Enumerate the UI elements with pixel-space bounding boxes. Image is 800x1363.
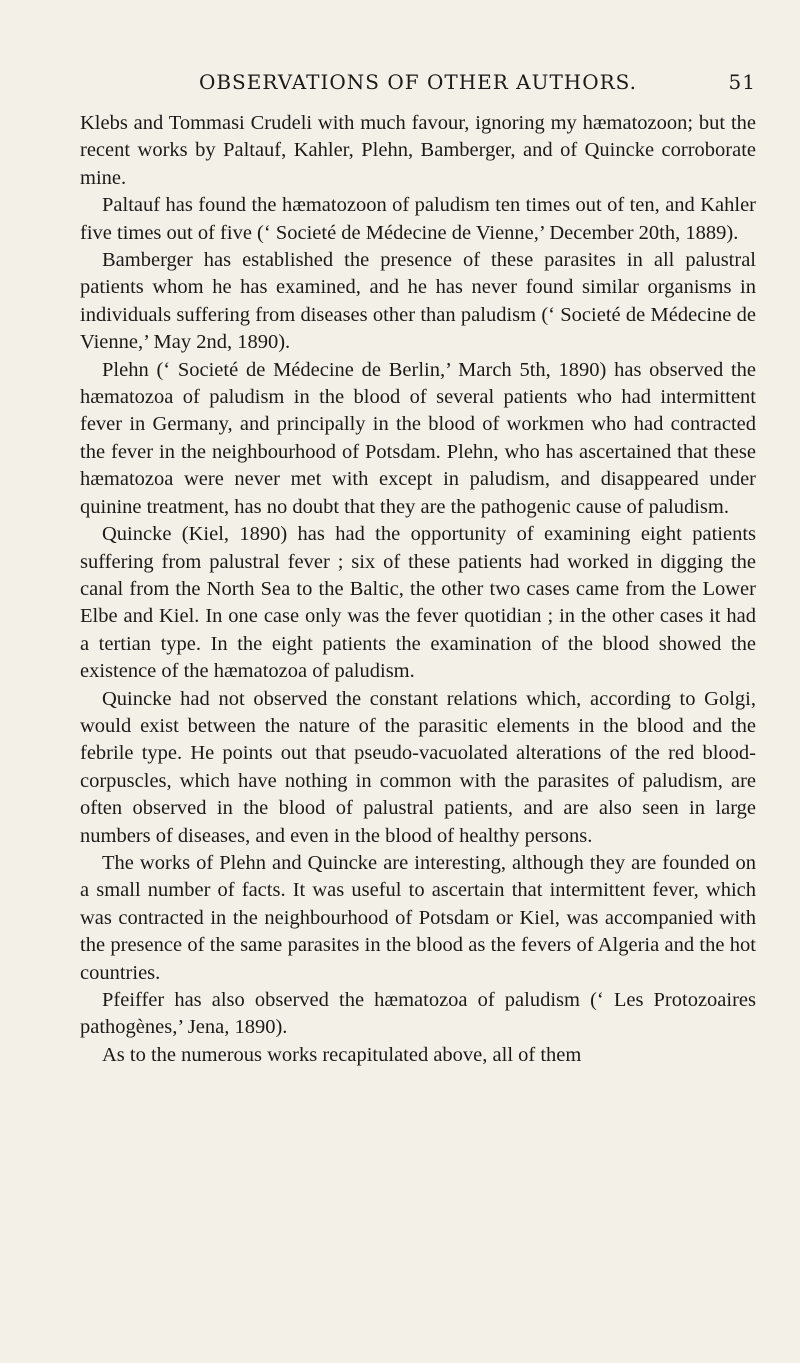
paragraph: Quincke (Kiel, 1890) has had the opportunity of examining eight patients suffering from palustral fever ; six of these patients had worked in digging the canal from the North Sea to the Baltic, the other two cases came from the Lower Elbe and Kiel. In one case only was the fever quotidian ; in the other cases it had a tertian type. In the eight patients the examination of the blood showed the existence of the hæmatozoa of paludism. [80,523,756,683]
paragraph: Paltauf has found the hæmatozoon of paludism ten times out of ten, and Kahler five times out of five (‘ Societé de Médecine de Vienne,’ December 20th, 1889). [80,194,756,244]
paragraph: Klebs and Tommasi Crudeli with much favour, ignoring my hæmatozoon; but the recent works by Paltauf, Kahler, Plehn, Bamberger, and of Quincke corroborate mine. [80,112,756,189]
page-number: 51 [728,70,756,94]
running-title: OBSERVATIONS OF OTHER AUTHORS. [198,70,638,94]
book-page [80,70,756,1330]
running-head [80,70,756,110]
paragraph: Bamberger has established the presence of these parasites in all palustral patients whom he has examined, and he has never found similar organisms in individuals suffering from diseases other than paludism (‘ Societé de Médecine de Vienne,’ May 2nd, 1890). [80,249,756,354]
paragraph: Quincke had not observed the constant relations which, according to Golgi, would exist between the nature of the parasitic elements in the blood and the febrile type. He points out that pseudo-vacuolated alterations of the red blood-corpuscles, which have nothing in common with the parasites of paludism, are often observed in the blood of palustral patients, and are also seen in large numbers of diseases, and even in the blood of healthy persons. [80,687,756,847]
paragraph: Plehn (‘ Societé de Médecine de Berlin,’ March 5th, 1890) has observed the hæmatozoa of paludism in the blood of several patients who had intermittent fever in Germany, and principally in the blood of workmen who had contracted the fever in the neighbourhood of Potsdam. Plehn, who has ascertained that these hæmatozoa were never met with except in paludism, and disappeared under quinine treatment, has no doubt that they are the pathogenic cause of paludism. [80,358,756,518]
paragraph: The works of Plehn and Quincke are interesting, although they are founded on a small number of facts. It was useful to ascertain that intermittent fever, which was contracted in the neighbourhood of Potsdam or Kiel, was accompanied with the presence of the same parasites in the blood as the fevers of Algeria and the hot countries. [80,851,756,984]
body-text [80,110,756,1069]
paragraph: As to the numerous works recapitulated above, all of them [102,1043,582,1066]
paragraph: Pfeiffer has also observed the hæmatozoa of paludism (‘ Les Protozoaires pathogènes,’ Jena, 1890). [80,989,756,1039]
